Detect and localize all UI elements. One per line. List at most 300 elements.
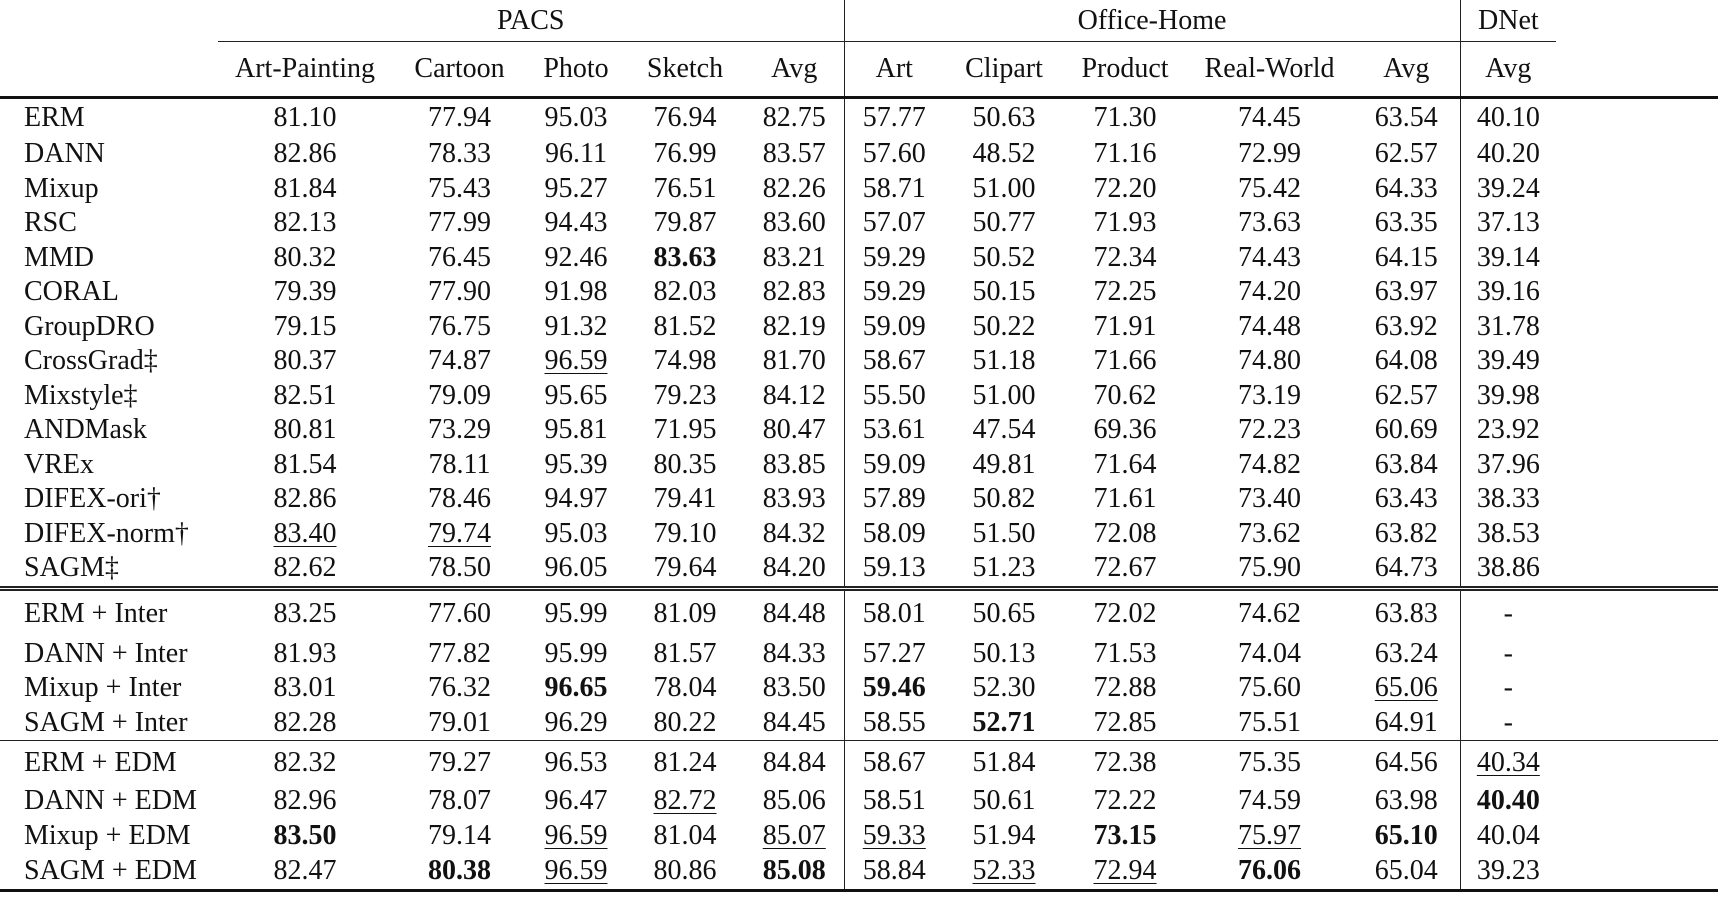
score-value: 96.47: [544, 785, 608, 817]
score-cell: [1186, 671, 1353, 706]
row-spacer: [1556, 206, 1718, 241]
column-header: Avg: [1353, 42, 1460, 98]
score-cell: [527, 784, 625, 819]
method-name: CORAL: [24, 276, 119, 308]
score-cell: [625, 517, 745, 552]
score-cell: [392, 853, 527, 891]
score-cell: [1064, 551, 1186, 588]
score-cell: [1460, 310, 1556, 345]
score-cell: [527, 482, 625, 517]
score-cell: [1460, 206, 1556, 241]
score-cell: [944, 172, 1064, 207]
score-value: 82.86: [273, 483, 337, 515]
score-value: 84.48: [762, 597, 826, 629]
score-cell: [1064, 819, 1186, 854]
score-cell: [745, 137, 844, 172]
score-value: 59.29: [862, 276, 926, 308]
score-value: 59.29: [862, 241, 926, 273]
score-value: 64.56: [1374, 746, 1438, 778]
score-cell: [1064, 379, 1186, 414]
score-value: 82.72: [653, 785, 717, 817]
column-header: Avg: [745, 42, 844, 98]
score-value: 82.51: [273, 379, 337, 411]
score-cell: [218, 741, 392, 785]
score-cell: [944, 784, 1064, 819]
score-cell: [1186, 784, 1353, 819]
score-cell: [844, 241, 944, 276]
score-cell: [527, 206, 625, 241]
score-value: 50.63: [972, 102, 1036, 133]
score-cell: [392, 482, 527, 517]
score-value: 31.78: [1476, 310, 1540, 342]
score-cell: [392, 819, 527, 854]
score-cell: [392, 310, 527, 345]
score-cell: [944, 517, 1064, 552]
score-value: 80.86: [653, 855, 717, 886]
score-value: 72.22: [1093, 785, 1157, 817]
score-value: 95.65: [544, 379, 608, 411]
score-cell: [1460, 448, 1556, 483]
score-value: 63.83: [1374, 597, 1438, 629]
row-spacer: [1556, 784, 1718, 819]
score-cell: [218, 706, 392, 741]
score-cell: [1460, 551, 1556, 588]
row-spacer: [1556, 98, 1718, 138]
score-cell: [844, 137, 944, 172]
score-cell: [1460, 741, 1556, 785]
score-value: 80.32: [273, 241, 337, 273]
method-name: Mixstyle‡: [24, 379, 138, 411]
score-value: 72.94: [1093, 855, 1157, 886]
score-value: 65.04: [1374, 855, 1438, 886]
method-name: ANDMask: [24, 414, 147, 446]
score-cell: [1353, 448, 1460, 483]
score-cell: [944, 241, 1064, 276]
table-row: [0, 741, 1718, 785]
score-value: 78.46: [428, 483, 491, 515]
score-value: 83.85: [762, 448, 826, 480]
method-name: SAGM‡: [24, 552, 119, 584]
score-value: 82.83: [762, 276, 826, 308]
score-cell: [1460, 241, 1556, 276]
score-value: 70.62: [1093, 379, 1157, 411]
score-cell: [1064, 517, 1186, 552]
group-header-dnet: DNet: [1460, 0, 1556, 42]
score-value: 78.07: [428, 785, 491, 817]
score-value: 52.33: [972, 855, 1036, 886]
score-value: 84.20: [762, 552, 826, 584]
score-value: 73.40: [1238, 483, 1302, 515]
score-cell: [1186, 448, 1353, 483]
score-cell: [218, 637, 392, 672]
score-cell: [625, 551, 745, 588]
score-value: 79.74: [428, 517, 491, 549]
score-value: 73.29: [428, 414, 491, 446]
score-value: 83.57: [762, 138, 826, 170]
score-value: 38.33: [1476, 483, 1540, 515]
table-row: [0, 853, 1718, 891]
score-cell: [527, 172, 625, 207]
score-value: 64.91: [1374, 706, 1438, 738]
table-row: [0, 172, 1718, 207]
score-cell: [527, 241, 625, 276]
score-value: 65.10: [1374, 819, 1438, 851]
score-value: 81.57: [653, 637, 717, 669]
score-value: 74.20: [1238, 276, 1302, 308]
score-cell: [392, 741, 527, 785]
score-value: 73.63: [1238, 207, 1302, 239]
score-cell: [218, 482, 392, 517]
score-value: 40.10: [1476, 102, 1540, 133]
method-name: MMD: [24, 241, 95, 273]
table-row: [0, 517, 1718, 552]
score-cell: [844, 784, 944, 819]
score-cell: [745, 741, 844, 785]
score-cell: [392, 448, 527, 483]
score-value: 92.46: [544, 241, 608, 273]
score-value: 63.35: [1374, 207, 1438, 239]
score-value: 64.33: [1374, 172, 1438, 204]
score-value: 63.82: [1374, 517, 1438, 549]
score-value: 57.07: [862, 207, 926, 239]
group-header-office-home: Office-Home: [844, 0, 1460, 42]
score-value: 80.81: [273, 414, 337, 446]
score-value: 83.40: [273, 517, 337, 549]
score-value: 79.64: [653, 552, 717, 584]
score-value: 75.90: [1238, 552, 1302, 584]
score-cell: [1460, 853, 1556, 891]
score-value: 51.23: [972, 552, 1036, 584]
score-cell: [944, 819, 1064, 854]
table-row: [0, 551, 1718, 588]
score-cell: [218, 137, 392, 172]
score-value: 96.59: [544, 819, 608, 851]
score-cell: [625, 206, 745, 241]
score-cell: [1460, 637, 1556, 672]
score-cell: [1186, 588, 1353, 637]
score-value: 72.20: [1093, 172, 1157, 204]
score-value: 50.77: [972, 207, 1036, 239]
row-spacer: [1556, 671, 1718, 706]
score-value: 72.34: [1093, 241, 1157, 273]
score-value: 83.01: [273, 672, 337, 704]
score-cell: [218, 853, 392, 891]
score-cell: [944, 344, 1064, 379]
score-cell: [844, 275, 944, 310]
score-value: 71.30: [1093, 102, 1157, 133]
score-cell: [844, 448, 944, 483]
score-value: 39.24: [1476, 172, 1540, 204]
score-value: 76.99: [653, 138, 717, 170]
score-cell: [392, 241, 527, 276]
score-value: 63.54: [1374, 102, 1438, 133]
score-value: 50.82: [972, 483, 1036, 515]
group-header-pacs: PACS: [218, 0, 844, 42]
score-value: 65.06: [1374, 672, 1438, 704]
score-cell: [844, 310, 944, 345]
row-spacer: [1556, 379, 1718, 414]
score-value: 63.43: [1374, 483, 1438, 515]
row-spacer: [1556, 517, 1718, 552]
method-name: VREx: [24, 448, 94, 480]
row-spacer: [1556, 741, 1718, 785]
table-row: [0, 241, 1718, 276]
score-value: 71.66: [1093, 345, 1157, 377]
score-value: 40.04: [1476, 819, 1540, 851]
score-value: 74.62: [1238, 597, 1302, 629]
method-name: DIFEX-norm†: [24, 517, 189, 549]
score-cell: [625, 588, 745, 637]
score-cell: [944, 637, 1064, 672]
row-spacer: [1556, 853, 1718, 891]
score-value: 79.01: [428, 706, 491, 738]
score-value: 96.59: [544, 345, 608, 377]
score-value: 82.32: [273, 746, 337, 778]
score-value: 82.96: [273, 785, 337, 817]
score-cell: [1064, 206, 1186, 241]
score-cell: [1460, 137, 1556, 172]
score-value: -: [1503, 706, 1513, 738]
score-value: 91.98: [544, 276, 608, 308]
table-row: [0, 637, 1718, 672]
score-value: 72.85: [1093, 706, 1157, 738]
table-row: [0, 344, 1718, 379]
score-value: 59.46: [862, 672, 926, 704]
row-spacer: [1556, 551, 1718, 588]
score-value: 72.23: [1238, 414, 1302, 446]
score-value: 62.57: [1374, 379, 1438, 411]
score-value: 55.50: [862, 379, 926, 411]
score-cell: [218, 172, 392, 207]
score-cell: [1460, 517, 1556, 552]
score-value: 79.39: [273, 276, 337, 308]
score-cell: [844, 98, 944, 138]
score-cell: [625, 706, 745, 741]
row-spacer: [1556, 819, 1718, 854]
score-cell: [625, 172, 745, 207]
score-cell: [1186, 344, 1353, 379]
score-value: 58.55: [862, 706, 926, 738]
score-cell: [944, 379, 1064, 414]
score-value: 84.84: [762, 746, 826, 778]
score-value: 84.33: [762, 637, 826, 669]
score-value: 95.99: [544, 637, 608, 669]
score-value: 80.22: [653, 706, 717, 738]
score-value: 76.75: [428, 310, 491, 342]
score-cell: [1064, 241, 1186, 276]
score-value: 63.24: [1374, 637, 1438, 669]
score-cell: [527, 275, 625, 310]
score-cell: [1353, 853, 1460, 891]
score-cell: [944, 482, 1064, 517]
row-spacer: [1556, 137, 1718, 172]
score-value: 57.27: [862, 637, 926, 669]
score-value: 40.20: [1476, 138, 1540, 170]
score-value: 81.93: [273, 637, 337, 669]
score-cell: [1353, 671, 1460, 706]
group-header-blank: [0, 0, 218, 42]
row-spacer: [1556, 413, 1718, 448]
score-value: 72.02: [1093, 597, 1157, 629]
score-value: 50.61: [972, 785, 1036, 817]
score-value: -: [1503, 672, 1513, 704]
score-value: 60.69: [1374, 414, 1438, 446]
score-cell: [1186, 482, 1353, 517]
score-cell: [1353, 344, 1460, 379]
method-name: DANN + Inter: [24, 637, 188, 669]
score-cell: [1186, 172, 1353, 207]
score-cell: [1353, 275, 1460, 310]
score-cell: [745, 172, 844, 207]
score-value: 84.12: [762, 379, 826, 411]
score-value: 71.95: [653, 414, 717, 446]
score-value: 64.08: [1374, 345, 1438, 377]
score-cell: [844, 819, 944, 854]
score-value: 49.81: [972, 448, 1036, 480]
method-name: Mixup: [24, 172, 99, 204]
score-value: 96.65: [544, 672, 608, 704]
score-cell: [625, 637, 745, 672]
score-value: 83.63: [653, 241, 717, 273]
method-header: [0, 42, 218, 98]
score-value: 81.09: [653, 597, 717, 629]
score-value: 83.21: [762, 241, 826, 273]
score-value: 74.82: [1238, 448, 1302, 480]
score-cell: [527, 551, 625, 588]
score-cell: [218, 784, 392, 819]
score-cell: [1064, 413, 1186, 448]
score-value: 38.53: [1476, 517, 1540, 549]
score-value: 51.18: [972, 345, 1036, 377]
score-value: 57.77: [862, 102, 926, 133]
score-cell: [218, 448, 392, 483]
row-spacer: [1556, 588, 1718, 637]
score-cell: [944, 741, 1064, 785]
score-value: 81.84: [273, 172, 337, 204]
score-cell: [745, 241, 844, 276]
score-cell: [625, 310, 745, 345]
score-value: 75.35: [1238, 746, 1302, 778]
score-cell: [392, 671, 527, 706]
column-header: Photo: [527, 42, 625, 98]
score-value: 82.26: [762, 172, 826, 204]
score-cell: [1353, 206, 1460, 241]
score-cell: [1460, 344, 1556, 379]
score-cell: [1064, 172, 1186, 207]
score-value: 82.75: [762, 102, 826, 133]
score-cell: [527, 853, 625, 891]
score-cell: [745, 98, 844, 138]
score-value: 63.84: [1374, 448, 1438, 480]
score-cell: [1460, 482, 1556, 517]
table-row: [0, 137, 1718, 172]
score-cell: [745, 784, 844, 819]
score-cell: [1064, 637, 1186, 672]
method-name: DIFEX-ori†: [24, 483, 161, 515]
score-cell: [1460, 784, 1556, 819]
score-value: 79.09: [428, 379, 491, 411]
score-value: 52.71: [972, 706, 1036, 738]
score-cell: [625, 413, 745, 448]
score-cell: [218, 819, 392, 854]
score-value: 77.94: [428, 102, 491, 133]
score-cell: [844, 551, 944, 588]
score-value: 82.19: [762, 310, 826, 342]
score-cell: [1353, 784, 1460, 819]
score-value: 37.13: [1476, 207, 1540, 239]
score-cell: [527, 637, 625, 672]
score-value: 95.99: [544, 597, 608, 629]
score-cell: [745, 482, 844, 517]
score-value: 71.91: [1093, 310, 1157, 342]
score-value: 74.43: [1238, 241, 1302, 273]
score-value: 82.28: [273, 706, 337, 738]
score-value: 63.92: [1374, 310, 1438, 342]
score-cell: [392, 517, 527, 552]
score-cell: [1064, 275, 1186, 310]
row-spacer: [1556, 637, 1718, 672]
score-cell: [844, 706, 944, 741]
score-cell: [1460, 379, 1556, 414]
score-cell: [944, 853, 1064, 891]
score-cell: [1186, 379, 1353, 414]
score-value: 79.14: [428, 819, 491, 851]
method-name: ERM: [24, 102, 85, 133]
table-row: [0, 482, 1718, 517]
score-value: 71.64: [1093, 448, 1157, 480]
score-value: 63.98: [1374, 785, 1438, 817]
score-cell: [844, 741, 944, 785]
score-value: 59.09: [862, 310, 926, 342]
method-name: CrossGrad‡: [24, 345, 158, 377]
score-cell: [844, 172, 944, 207]
score-cell: [944, 706, 1064, 741]
score-value: 81.52: [653, 310, 717, 342]
score-cell: [392, 137, 527, 172]
score-value: 39.14: [1476, 241, 1540, 273]
score-value: 74.04: [1238, 637, 1302, 669]
score-value: 57.60: [862, 138, 926, 170]
score-value: 83.25: [273, 597, 337, 629]
score-value: 74.45: [1238, 102, 1302, 133]
table-row: [0, 671, 1718, 706]
score-cell: [1353, 588, 1460, 637]
score-value: 81.54: [273, 448, 337, 480]
score-value: 75.42: [1238, 172, 1302, 204]
score-cell: [527, 379, 625, 414]
column-header: Avg: [1460, 42, 1556, 98]
score-value: 58.67: [862, 345, 926, 377]
score-value: 59.33: [862, 819, 926, 851]
score-value: 58.71: [862, 172, 926, 204]
score-value: 64.15: [1374, 241, 1438, 273]
table-filler-cell: [0, 891, 1718, 923]
score-cell: [745, 310, 844, 345]
score-value: 95.81: [544, 414, 608, 446]
score-cell: [625, 448, 745, 483]
score-value: 75.51: [1238, 706, 1302, 738]
score-value: 39.16: [1476, 276, 1540, 308]
score-value: 69.36: [1093, 414, 1157, 446]
score-cell: [1064, 671, 1186, 706]
score-cell: [944, 310, 1064, 345]
column-header: Cartoon: [392, 42, 527, 98]
score-cell: [745, 853, 844, 891]
score-value: 82.62: [273, 552, 337, 584]
score-cell: [392, 413, 527, 448]
score-value: 72.88: [1093, 672, 1157, 704]
column-header: Real-World: [1186, 42, 1353, 98]
